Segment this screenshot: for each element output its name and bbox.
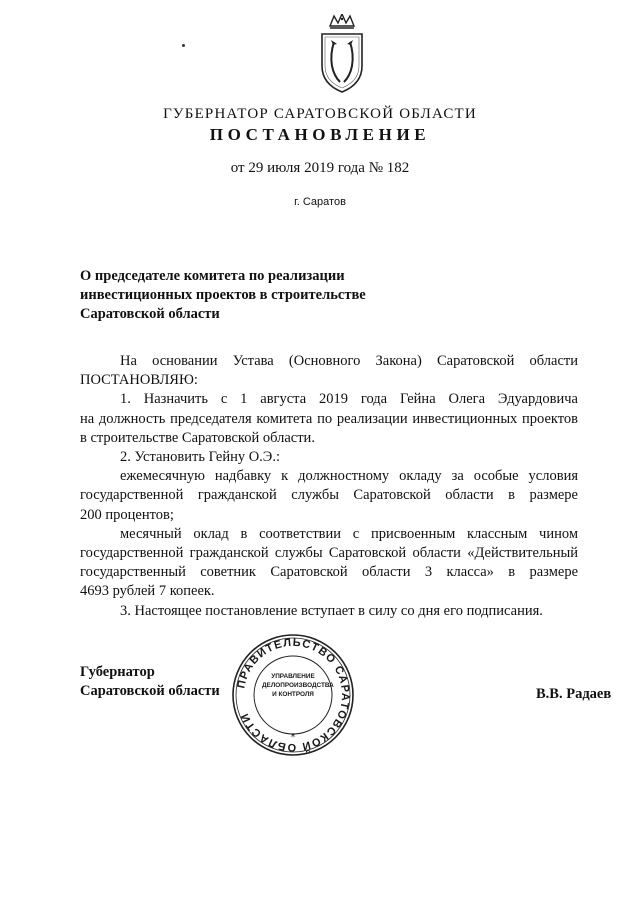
item-2b-line: 4693 рублей 7 копеек. <box>80 583 215 600</box>
document-subject <box>80 267 410 324</box>
item-2b-line: государственной гражданской службы Саратовской области «Действительный <box>80 545 578 562</box>
item-2a-line: 200 процентов; <box>80 506 174 523</box>
item-2b-line: государственный советник Саратовской области 3 класса» в размере <box>80 564 578 581</box>
coat-of-arms-emblem <box>316 14 368 94</box>
subject-line: О председателе комитета по реализации <box>80 268 345 284</box>
seal-inner-line: УПРАВЛЕНИЕ <box>271 673 315 680</box>
scan-speck <box>182 44 185 47</box>
seal-inner-line: И КОНТРОЛЯ <box>272 691 314 698</box>
subject-line: Саратовской области <box>80 306 220 322</box>
preamble-decree: ПОСТАНОВЛЯЮ: <box>80 372 198 389</box>
document-city: г. Саратов <box>294 196 346 208</box>
document-body <box>80 352 578 621</box>
item-2b-line: месячный оклад в соответствии с присвоенным классным чином <box>120 525 578 542</box>
document-type: ПОСТАНОВЛЕНИЕ <box>209 125 431 144</box>
item-2a-line: государственной гражданской службы Саратовской области в размере <box>80 487 578 504</box>
svg-text:ПРАВИТЕЛЬСТВО САРАТОВСКОЙ ОБЛА: ПРАВИТЕЛЬСТВО САРАТОВСКОЙ ОБЛАСТИ <box>235 636 352 754</box>
item-1-line: на должность председателя комитета по реализации инвестиционных проектов <box>80 410 578 427</box>
item-2a-line: ежемесячную надбавку к должностному окладу за особые условия <box>120 468 578 485</box>
preamble-line: На основании Устава (Основного Закона) Саратовской области <box>120 353 578 369</box>
subject-line: инвестиционных проектов в строительстве <box>80 287 366 303</box>
item-1-line: 1. Назначить с 1 августа 2019 года Гейна Олега Эдуардовича <box>120 391 578 408</box>
signatory-name: В.В. Радаев <box>536 686 612 702</box>
item-2-heading: 2. Установить Гейну О.Э.: <box>120 449 281 466</box>
seal-inner-text <box>262 672 334 699</box>
seal-inner-line: ДЕЛОПРОИЗВОДСТВА <box>262 682 334 689</box>
signatory-title-line: Саратовской области <box>80 683 220 699</box>
signatory-title-line: Губернатор <box>80 664 155 680</box>
signatory-title <box>80 663 220 701</box>
document-date-number: от 29 июля 2019 года № 182 <box>230 160 410 176</box>
issuer-title: ГУБЕРНАТОР САРАТОВСКОЙ ОБЛАСТИ <box>163 106 477 122</box>
svg-text:*: * <box>290 732 296 743</box>
item-3: 3. Настоящее постановление вступает в силу со дня его подписания. <box>120 602 543 619</box>
item-1-line: в строительстве Саратовской области. <box>80 429 315 446</box>
